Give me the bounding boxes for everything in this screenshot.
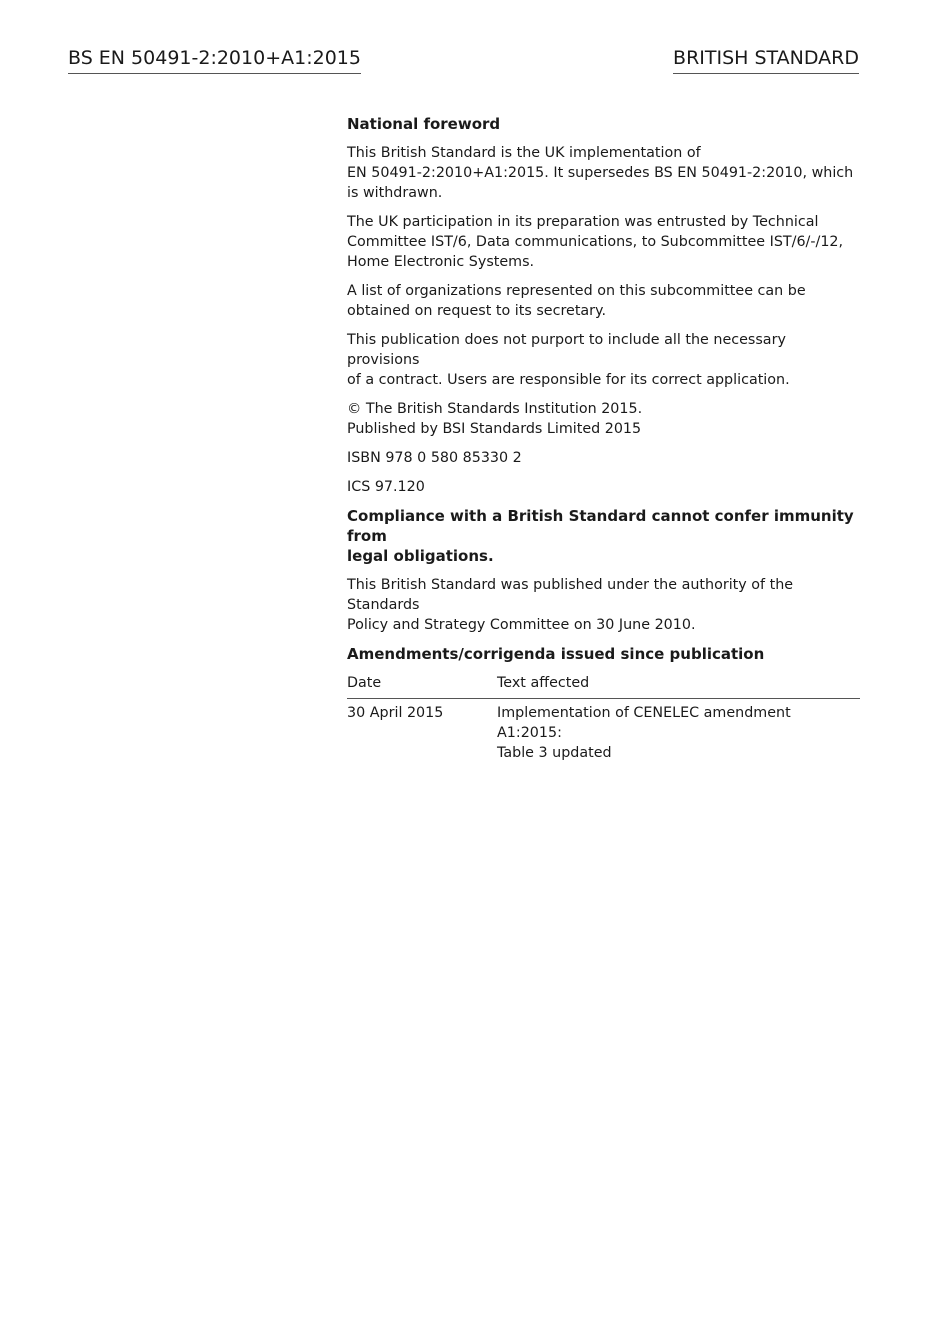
- authority-paragraph: [347, 575, 860, 635]
- text-line: Compliance with a British Standard cannot confer immunity from: [347, 507, 854, 545]
- text-line: A list of organizations represented on this subcommittee can be: [347, 283, 806, 299]
- table-header-row: [347, 673, 860, 699]
- column-header-text-affected: Text affected: [497, 673, 860, 699]
- amendment-date: 30 April 2015: [347, 705, 444, 721]
- amendments-title: Amendments/corrigenda issued since publication: [347, 645, 765, 663]
- implementation-paragraph: [347, 143, 860, 203]
- text-line: Table 3 updated: [497, 745, 612, 761]
- organizations-paragraph: [347, 281, 860, 321]
- text-line: This British Standard was published under the authority of the Standards: [347, 577, 794, 613]
- text-line: Home Electronic Systems.: [347, 254, 535, 270]
- document-id: BS EN 50491-2:2010+A1:2015: [68, 46, 361, 74]
- text-line: Published by BSI Standards Limited 2015: [347, 421, 642, 437]
- amendments-table: [347, 673, 860, 763]
- provisions-paragraph: [347, 330, 860, 390]
- foreword-content: [347, 114, 860, 763]
- text-line: of a contract. Users are responsible for its correct application.: [347, 372, 790, 388]
- text-line: This British Standard is the UK implementation of: [347, 145, 701, 161]
- text-line: is withdrawn.: [347, 185, 443, 201]
- column-header-date: Date: [347, 673, 497, 699]
- amendment-text: [497, 699, 860, 764]
- text-line: legal obligations.: [347, 547, 494, 565]
- isbn: ISBN 978 0 580 85330 2: [347, 450, 522, 466]
- standard-series-label: BRITISH STANDARD: [673, 46, 859, 74]
- text-line: Policy and Strategy Committee on 30 June 2010.: [347, 617, 696, 633]
- text-line: The UK participation in its preparation was entrusted by Technical: [347, 214, 819, 230]
- foreword-title: National foreword: [347, 115, 501, 133]
- table-row: [347, 699, 860, 764]
- text-line: This publication does not purport to include all the necessary provisions: [347, 332, 786, 368]
- text-line: EN 50491-2:2010+A1:2015. It supersedes BS EN 50491-2:2010, which: [347, 165, 854, 181]
- copyright-paragraph: [347, 399, 860, 439]
- text-line: Committee IST/6, Data communications, to Subcommittee IST/6/-/12,: [347, 234, 844, 250]
- compliance-notice: [347, 506, 860, 566]
- ics-code: ICS 97.120: [347, 479, 425, 495]
- text-line: © The British Standards Institution 2015.: [347, 401, 643, 417]
- text-line: obtained on request to its secretary.: [347, 303, 607, 319]
- text-line: Implementation of CENELEC amendment A1:2015:: [497, 705, 791, 741]
- participation-paragraph: [347, 212, 860, 272]
